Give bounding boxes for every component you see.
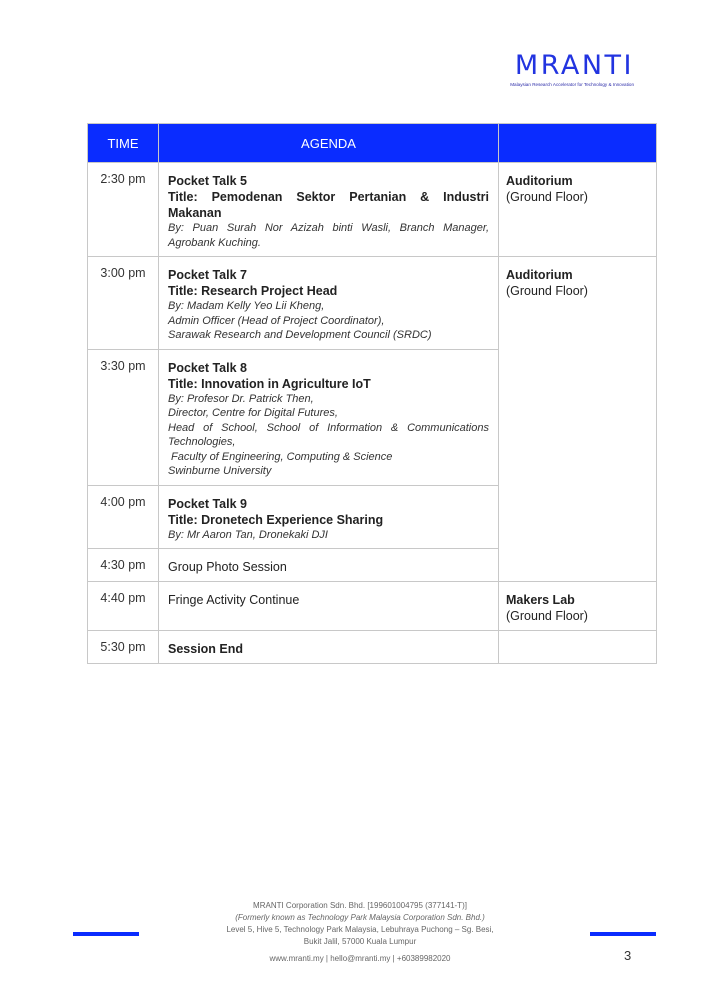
- speaker-line: By: Mr Aaron Tan, Dronekaki DJI: [168, 528, 328, 541]
- agenda-cell: [159, 163, 499, 257]
- session-title: Title: Research Project Head: [168, 284, 338, 298]
- time-cell: 2:30 pm: [88, 163, 159, 257]
- page-number: 3: [624, 948, 632, 963]
- agenda-cell: [159, 257, 499, 350]
- header-time: TIME: [88, 124, 159, 163]
- table-row: [88, 631, 657, 664]
- page-footer: [0, 900, 720, 965]
- session-text: Group Photo Session: [168, 560, 287, 574]
- footer-formerly: (Formerly known as Technology Park Malaysia Corporation Sdn. Bhd.): [235, 913, 485, 922]
- speaker-line: By: Profesor Dr. Patrick Then,: [168, 392, 314, 405]
- mranti-logo: [510, 50, 634, 87]
- speaker-line: Head of School, School of Information & Communications Technologies,: [168, 421, 489, 448]
- agenda-cell: [159, 349, 499, 485]
- venue-name: Auditorium: [506, 268, 573, 282]
- agenda-cell: [159, 631, 499, 664]
- venue-name: Auditorium: [506, 174, 573, 188]
- agenda-cell: [159, 485, 499, 549]
- table-row: [88, 257, 657, 350]
- venue-floor: (Ground Floor): [506, 190, 588, 204]
- time-cell: 4:00 pm: [88, 485, 159, 549]
- speaker-line: Director, Centre for Digital Futures,: [168, 407, 338, 419]
- table-row: [88, 582, 657, 631]
- agenda-table: [87, 123, 657, 664]
- logo-wordmark: MRANTI: [514, 50, 634, 81]
- speaker-info: [168, 299, 489, 343]
- speaker-info: [168, 221, 489, 250]
- header-agenda: AGENDA: [159, 124, 499, 163]
- table-header-row: [88, 124, 657, 163]
- speaker-line: Sarawak Research and Development Council (SRDC): [168, 329, 432, 341]
- session-name: Pocket Talk 9: [168, 496, 247, 511]
- speaker-info: [168, 528, 489, 543]
- venue-cell: [499, 163, 657, 257]
- speaker-line: Faculty of Engineering, Computing & Science: [168, 450, 393, 463]
- time-cell: 4:30 pm: [88, 549, 159, 582]
- session-text: Session End: [168, 642, 244, 656]
- session-title: Title: Dronetech Experience Sharing: [168, 512, 384, 527]
- speaker-line: By: Madam Kelly Yeo Lii Kheng,: [168, 300, 325, 312]
- venue-floor: (Ground Floor): [506, 284, 588, 298]
- session-name: Pocket Talk 8: [168, 360, 247, 375]
- agenda-cell: [159, 549, 499, 582]
- logo-tagline: Malaysian Research Accelerator for Technology & Innovation: [510, 82, 634, 87]
- session-title: Title: Pemodenan Sektor Pertanian & Industri Makanan: [168, 190, 489, 220]
- session-title: Title: Innovation in Agriculture IoT: [168, 376, 371, 391]
- session-name: Pocket Talk 7: [168, 268, 247, 282]
- footer-company: MRANTI Corporation Sdn. Bhd. [199601004795 (377141-T)]: [253, 901, 467, 910]
- header-venue: [499, 124, 657, 163]
- speaker-line: By: Puan Surah Nor Azizah binti Wasli, Branch Manager, Agrobank Kuching.: [168, 222, 489, 249]
- session-text: Fringe Activity Continue: [168, 593, 300, 607]
- speaker-info: [168, 392, 489, 479]
- agenda-cell: [159, 582, 499, 631]
- session-name: Pocket Talk 5: [168, 174, 247, 188]
- time-cell: 3:00 pm: [88, 257, 159, 350]
- venue-floor: (Ground Floor): [506, 609, 588, 623]
- speaker-line: Swinburne University: [168, 465, 272, 477]
- time-cell: 3:30 pm: [88, 349, 159, 485]
- footer-address-line: Bukit Jalil, 57000 Kuala Lumpur: [303, 937, 417, 946]
- time-cell: 5:30 pm: [88, 631, 159, 664]
- venue-cell: [499, 631, 657, 664]
- footer-contact: www.mranti.my | hello@mranti.my | +60389982020: [269, 954, 451, 963]
- venue-cell: [499, 257, 657, 582]
- speaker-line: Admin Officer (Head of Project Coordinator),: [168, 314, 385, 327]
- venue-cell: [499, 582, 657, 631]
- footer-address-line: Level 5, Hive 5, Technology Park Malaysia, Lebuhraya Puchong – Sg. Besi,: [226, 925, 494, 934]
- venue-name: Makers Lab: [506, 593, 575, 607]
- time-cell: 4:40 pm: [88, 582, 159, 631]
- table-row: [88, 163, 657, 257]
